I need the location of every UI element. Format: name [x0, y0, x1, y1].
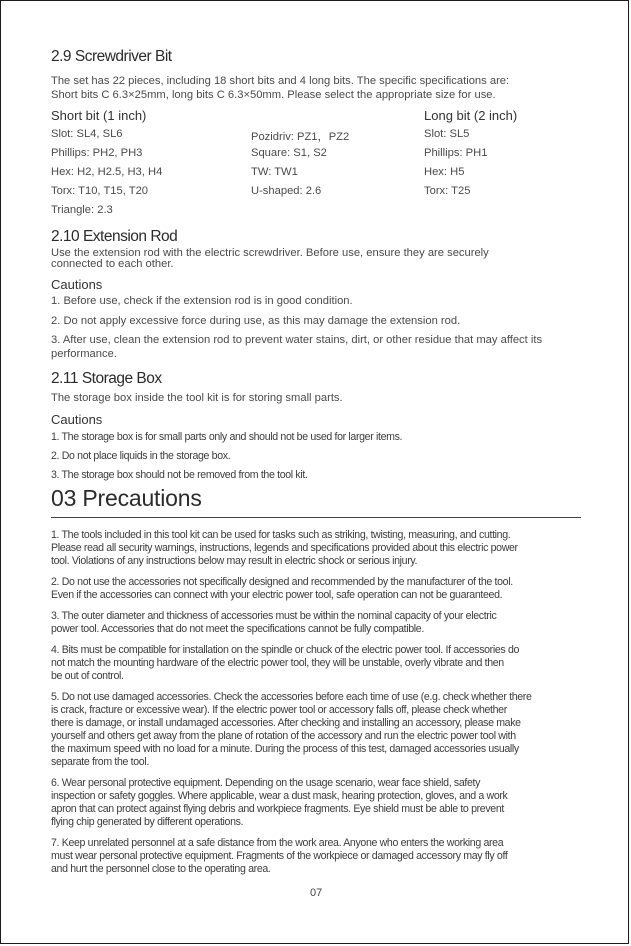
precaution-line: 2. Do not use the accessories not specifically designed and recommended by the manufacturer of the tool.	[51, 576, 513, 588]
precaution-line: 6. Wear personal protective equipment. Depending on the usage scenario, wear face shield, safety	[51, 777, 481, 789]
precaution-line: 1. The tools included in this tool kit can be used for tasks such as striking, twisting, measuring, and cutting.	[51, 529, 511, 541]
precaution-line: apron that can protect against flying debris and workpiece fragments. Eye shield must be able to prevent	[51, 803, 504, 815]
page-number: 07	[310, 887, 323, 899]
precaution-line: and hurt the personnel close to the operating area.	[51, 863, 271, 875]
spec-item: U-shaped: 2.6	[251, 185, 322, 197]
spec-item: Hex: H2, H2.5, H3, H4	[51, 166, 163, 178]
precaution-line: the maximum speed with no load for a minute. During the process of this test, damaged accessories usually	[51, 743, 519, 755]
spec-item: TW: TW1	[251, 166, 298, 178]
precaution-line: Even if the accessories can connect with your electric power tool, safe operation can not be guaranteed.	[51, 589, 503, 601]
precaution-line: 3. The outer diameter and thickness of accessories must be within the nominal capacity of your electric	[51, 610, 497, 622]
spec-item: Square: S1, S2	[251, 147, 327, 159]
precaution-line: inspection or safety goggles. Where applicable, wear a dust mask, hearing protection, gloves, and a work	[51, 790, 508, 802]
extension-caution-2: 2. Do not apply excessive force during use, as this may damage the extension rod.	[51, 315, 461, 327]
extension-caution-1: 1. Before use, check if the extension rod is in good condition.	[51, 295, 353, 307]
section-title-screwdriver-bit: 2.9 Screwdriver Bit	[51, 48, 172, 65]
extension-caution-3-line-1: 3. After use, clean the extension rod to prevent water stains, dirt, or other residue that may affect its	[51, 334, 543, 346]
storage-intro: The storage box inside the tool kit is for storing small parts.	[51, 392, 343, 404]
spec-item: Triangle: 2.3	[51, 204, 113, 216]
precaution-line: 4. Bits must be compatible for installation on the spindle or chuck of the electric power tool. If accessories do	[51, 644, 520, 656]
screwdriver-intro-line-1: The set has 22 pieces, including 18 short bits and 4 long bits. The specific specifications are:	[51, 75, 510, 87]
spec-item: Phillips: PH2, PH3	[51, 147, 143, 159]
precaution-line: flying chip generated by different operations.	[51, 816, 244, 828]
precaution-line: yourself and others get away from the plane of rotation of the accessory and run the electric power tool with	[51, 730, 516, 742]
title-divider	[51, 517, 581, 518]
precaution-line: is crack, fracture or excessive wear). If the electric power tool or accessory falls off, please check whether	[51, 704, 507, 716]
extension-intro-line-1: Use the extension rod with the electric screwdriver. Before use, ensure they are securely	[51, 247, 489, 259]
storage-caution-3: 3. The storage box should not be removed from the tool kit.	[51, 469, 308, 481]
spec-item: Torx: T25	[424, 185, 471, 197]
precaution-line: 5. Do not use damaged accessories. Check the accessories before each time of use (e.g. check whether there	[51, 691, 532, 703]
long-bit-heading: Long bit (2 inch)	[424, 108, 518, 123]
precaution-line: 7. Keep unrelated personnel at a safe distance from the work area. Anyone who enters the working area	[51, 837, 504, 849]
precaution-line: Please read all security warnings, instructions, legends and specifications provided about this electric power	[51, 542, 518, 554]
extension-intro-line-2: connected to each other.	[51, 258, 174, 270]
precaution-line: be out of control.	[51, 670, 124, 682]
section-title-storage-box: 2.11 Storage Box	[51, 370, 162, 387]
spec-item: Slot: SL5	[424, 128, 470, 140]
precaution-line: power tool. Accessories that do not meet the specifications cannot be fully compatible.	[51, 623, 424, 635]
precaution-line: separate from the tool.	[51, 756, 149, 768]
storage-caution-2: 2. Do not place liquids in the storage box.	[51, 450, 231, 462]
section-title-extension-rod: 2.10 Extension Rod	[51, 228, 178, 245]
screwdriver-intro-line-2: Short bits C 6.3×25mm, long bits C 6.3×50mm. Please select the appropriate size for use.	[51, 89, 496, 101]
spec-item: Slot: SL4, SL6	[51, 128, 123, 140]
precaution-line: must wear personal protective equipment. Fragments of the workpiece or damaged accessory may fly off	[51, 850, 508, 862]
spec-item: Torx: T10, T15, T20	[51, 185, 149, 197]
storage-cautions-label: Cautions	[51, 412, 103, 427]
chapter-title-precautions: 03 Precautions	[51, 485, 202, 511]
storage-caution-1: 1. The storage box is for small parts only and should not be used for larger items.	[51, 431, 403, 443]
spec-item: Hex: H5	[424, 166, 465, 178]
extension-caution-3-line-2: performance.	[51, 348, 117, 360]
extension-cautions-label: Cautions	[51, 277, 103, 292]
precaution-line: tool. Violations of any instructions below may result in electric shock or serious injury.	[51, 555, 418, 567]
precaution-line: not match the mounting hardware of the electric power tool, they will be unstable, overly vibrate and then	[51, 657, 504, 669]
spec-item: Phillips: PH1	[424, 147, 488, 159]
short-bit-heading: Short bit (1 inch)	[51, 108, 147, 123]
precaution-line: there is damage, or install undamaged accessories. After checking and installing an accessory, please make	[51, 717, 521, 729]
spec-item: Pozidriv: PZ1，PZ2	[251, 131, 350, 143]
